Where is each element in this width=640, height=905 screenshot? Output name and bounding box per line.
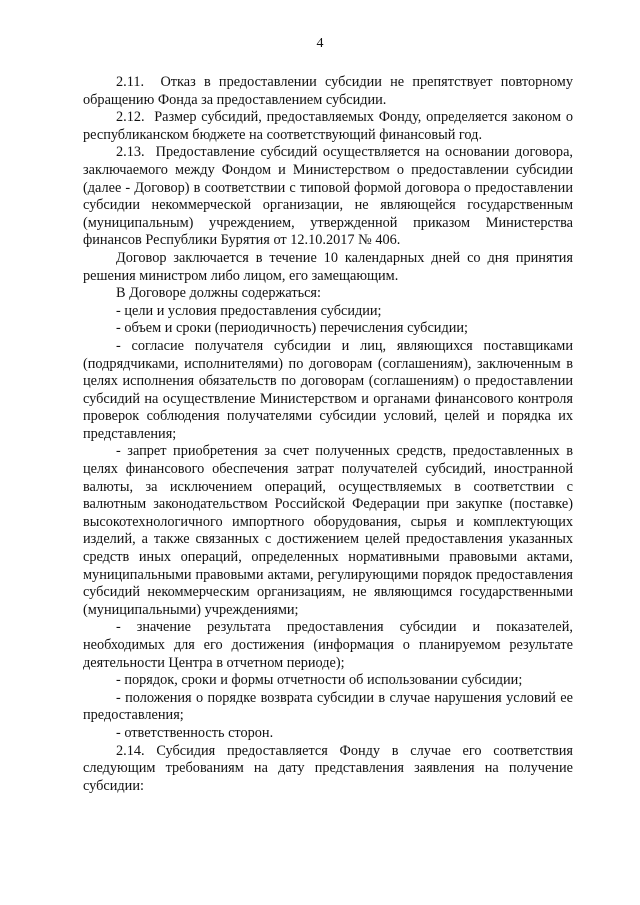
list-item-reporting: - порядок, сроки и формы отчетности об использовании субсидии; (116, 672, 523, 689)
document-body (83, 74, 573, 795)
list-item-result-value: - значение результата предоставления субсидии и показателей, необходимых для его достижения (информация о планируемом результате деятельности Центра в отчетном периоде); (83, 619, 573, 671)
list-item-volume: - объем и сроки (периодичность) перечисления субсидии; (116, 320, 469, 337)
paragraph-2-12: 2.12. Размер субсидий, предоставляемых Фонду, определяется законом о республиканском бюджете на соответствующий финансовый год. (83, 109, 573, 143)
paragraph-contract-term: Договор заключается в течение 10 календарных дней со дня принятия решения министром либо лицом, его замещающим. (83, 249, 573, 284)
paragraph-2-14: 2.14. Субсидия предоставляется Фонду в случае его соответствия следующим требованиям на дату представления заявления на получение субсидии: (83, 742, 573, 794)
list-item-return: - положения о порядке возврата субсидии в случае нарушения условий ее предоставления; (83, 689, 573, 724)
list-item-currency-ban: - запрет приобретения за счет полученных средств, предоставленных в целях финансового обеспечения затрат получателей субсидий, иностранной валюты, за исключением операций, осуществляемых в соответствии с валютным законодательством Российской Федерации при закупке (поставке) высокотехнологичного импортного оборудования, сырья и комплектующих изделий, а также связанных с достижением целей предоставления указанных средств иных операций, определенных нормативными правовыми актами, муниципальными правовыми актами, регулирующими порядок предоставления субсидий некоммерческим организациям, не являющимся государственными (муниципальными) учреждениями; (83, 443, 573, 618)
list-item-goals: - цели и условия предоставления субсидии; (116, 302, 382, 319)
paragraph-2-13: 2.13. Предоставление субсидий осуществляется на основании договора, заключаемого между Фондом и Министерством о предоставлении субсидии (далее - Договор) в соответствии с типовой формой договора о предоставлении субсидии некоммерческой организации, не являющейся государственным (муниципальным) учреждением, утвержденной приказом Министерства финансов Республики Бурятия от 12.10.2017 № 406. (83, 144, 573, 249)
list-item-consent: - согласие получателя субсидии и лиц, являющихся поставщиками (подрядчиками, исполнителями) по договорам (соглашениям), заключенным в целях исполнения обязательств по договорам (соглашениям) о предоставлении субсидий на осуществление Министерством и органами финансового контроля проверок соблюдения получателями субсидии условий, целей и порядка их представления; (83, 337, 573, 442)
list-item-liability: - ответственность сторон. (116, 724, 274, 741)
paragraph-2-11: 2.11. Отказ в предоставлении субсидии не препятствует повторному обращению Фонда за предоставлением субсидии. (83, 74, 573, 108)
paragraph-contract-contents-intro: В Договоре должны содержаться: (116, 285, 321, 302)
page-number: 4 (316, 36, 324, 51)
